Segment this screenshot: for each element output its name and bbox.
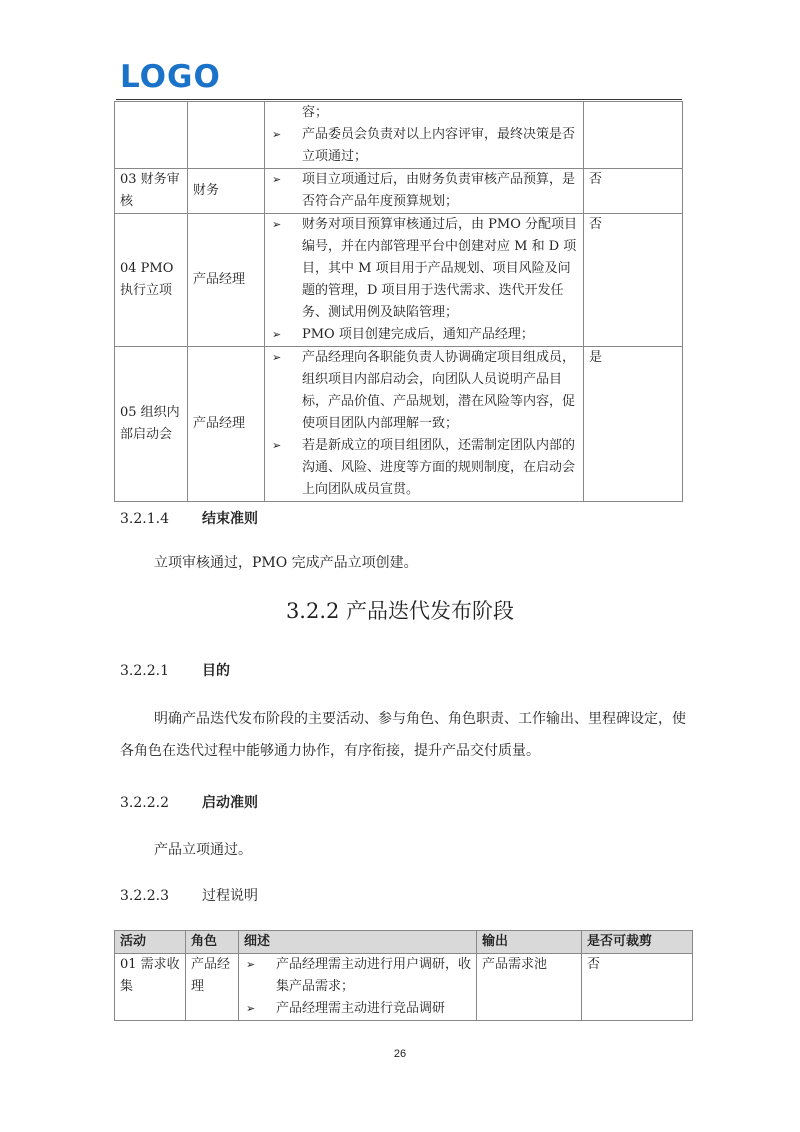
tailorable-cell: 否 <box>582 954 693 1021</box>
role-cell: 产品经理 <box>188 214 265 347</box>
paragraph: 立项审核通过，PMO 完成产品立项创建。 <box>154 555 418 571</box>
paragraph: 产品立项通过。 <box>154 842 252 858</box>
section-number: 3.2.2.2 <box>120 795 169 811</box>
details-cell <box>265 169 584 214</box>
section-title: 过程说明 <box>202 888 258 904</box>
header-rule <box>116 99 682 100</box>
activity-cell: 03 财务审核 <box>115 169 188 214</box>
activity-cell <box>115 102 188 169</box>
detail-item: ➢ PMO 项目创建完成后，通知产品经理； <box>270 324 578 346</box>
detail-item: ➢ 财务对项目预算审核通过后，由 PMO 分配项目编号，并在内部管理平台中创建对应 M 和 D 项目，其中 M 项目用于产品规划、项目风险及问题的管理，D 项目用于迭代需求、迭代开发任务、测试用例及缺陷管理； <box>270 214 578 324</box>
details-cell <box>265 102 584 169</box>
output-cell: 产品需求池 <box>477 954 582 1021</box>
table-row <box>115 347 683 502</box>
role-cell: 产品经理 <box>188 347 265 502</box>
arrow-bullet-icon: ➢ <box>272 173 282 186</box>
arrow-bullet-icon: ➢ <box>272 128 282 141</box>
role-cell <box>188 102 265 169</box>
column-header: 是否可裁剪 <box>582 931 693 954</box>
section-number: 3.2.2.1 <box>120 663 169 679</box>
section-heading <box>120 793 258 813</box>
detail-item: ➢ 产品经理向各职能负责人协调确定项目组成员，组织项目内部启动会，向团队人员说明产品目标，产品价值、产品规划，潜在风险等内容，促使项目团队内部理解一致； <box>270 347 578 435</box>
table-header-row <box>115 931 693 954</box>
details-cell <box>265 214 584 347</box>
table-row <box>115 169 683 214</box>
section-title: 目的 <box>202 663 230 679</box>
section-title: 启动准则 <box>202 795 258 811</box>
role-cell: 产品经理 <box>186 954 239 1021</box>
detail-item: ➢ 产品委员会负责对以上内容评审，最终决策是否立项通过； <box>270 124 578 168</box>
process-table-2 <box>114 930 693 1021</box>
section-heading <box>120 509 258 529</box>
arrow-bullet-icon: ➢ <box>246 1002 256 1015</box>
process-table-1 <box>114 101 683 502</box>
section-number: 3.2.1.4 <box>120 511 169 527</box>
column-header: 细述 <box>239 931 477 954</box>
output-cell <box>584 102 683 169</box>
table-row <box>115 214 683 347</box>
activity-cell: 04 PMO 执行立项 <box>115 214 188 347</box>
output-cell: 是 <box>584 347 683 502</box>
column-header: 输出 <box>477 931 582 954</box>
section-title: 结束准则 <box>202 511 258 527</box>
page-number: 26 <box>393 1048 407 1060</box>
section-heading <box>120 886 258 906</box>
details-cell <box>239 954 477 1021</box>
paragraph: 明确产品迭代发布阶段的主要活动、参与角色、角色职责、工作输出、里程碑设定，使各角色在迭代过程中能够通力协作，有序衔接，提升产品交付质量。 <box>120 711 686 759</box>
activity-cell: 01 需求收集 <box>115 954 186 1021</box>
section-heading <box>120 661 230 681</box>
table-row <box>115 954 693 1021</box>
details-cell <box>265 347 584 502</box>
arrow-bullet-icon: ➢ <box>272 218 282 231</box>
column-header: 角色 <box>186 931 239 954</box>
output-cell: 否 <box>584 169 683 214</box>
logo: LOGO <box>120 59 221 95</box>
activity-cell: 05 组织内部启动会 <box>115 347 188 502</box>
arrow-bullet-icon: ➢ <box>272 351 282 364</box>
arrow-bullet-icon: ➢ <box>272 439 282 452</box>
detail-item: ➢ 产品经理需主动进行竞品调研 <box>244 998 471 1020</box>
detail-line: 容； <box>302 105 329 120</box>
arrow-bullet-icon: ➢ <box>246 958 256 971</box>
table-row <box>115 102 683 169</box>
arrow-bullet-icon: ➢ <box>272 328 282 341</box>
role-cell: 财务 <box>188 169 265 214</box>
chapter-heading: 3.2.2 产品迭代发布阶段 <box>285 599 515 623</box>
output-cell: 否 <box>584 214 683 347</box>
column-header: 活动 <box>115 931 186 954</box>
detail-item: ➢ 项目立项通过后，由财务负责审核产品预算，是否符合产品年度预算规划； <box>270 169 578 213</box>
section-number: 3.2.2.3 <box>120 888 169 904</box>
detail-item: ➢ 若是新成立的项目组团队，还需制定团队内部的沟通、风险、进度等方面的规则制度，在启动会上向团队成员宣贯。 <box>270 435 578 501</box>
detail-item: ➢ 产品经理需主动进行用户调研，收集产品需求； <box>244 954 471 998</box>
